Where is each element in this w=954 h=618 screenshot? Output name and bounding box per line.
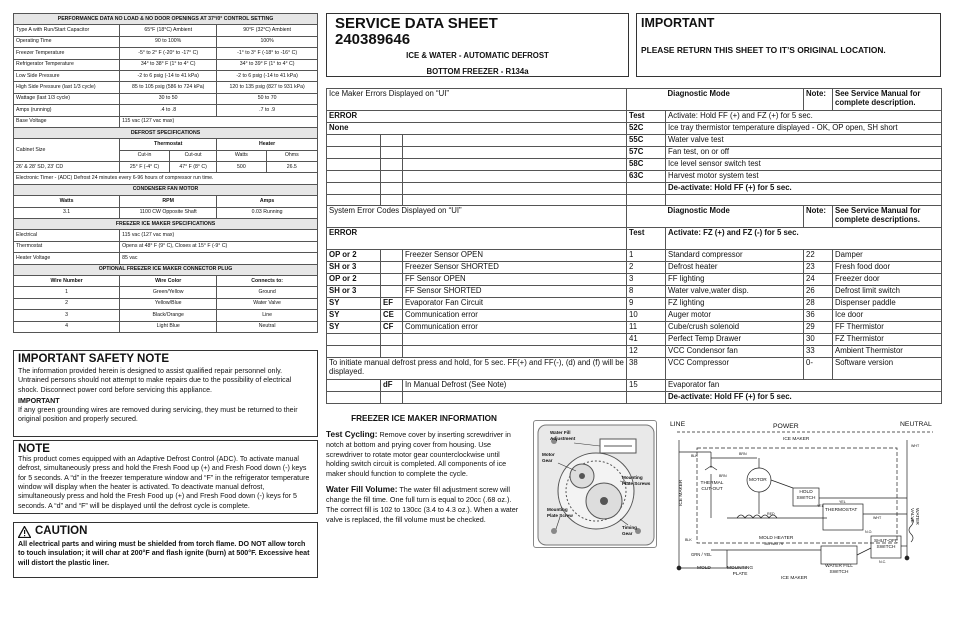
- defrost-cell: 26' & 28' SD, 23' CD: [14, 162, 120, 173]
- system-note-desc: Dispenser paddle: [833, 298, 942, 310]
- wiring-neutral: NEUTRAL: [900, 421, 932, 428]
- ice-activate: Activate: Hold FF (+) and FZ (+) for 5 sec.: [666, 111, 942, 123]
- note-box: [13, 440, 318, 514]
- plug-cell: 1: [14, 287, 120, 298]
- system-activate: Activate: FZ (+) and FZ (-) for 5 sec.: [666, 228, 942, 250]
- base-voltage-label: Base Voltage: [14, 116, 120, 127]
- system-test-desc: Auger motor: [666, 310, 804, 322]
- system-note-num: 0-: [804, 357, 833, 379]
- system-subcode: CF: [381, 322, 403, 334]
- system-desc: Communication error: [403, 310, 627, 322]
- plug-cell: 3: [14, 310, 120, 321]
- ice-test-row: [327, 158, 942, 170]
- safety-title: IMPORTANT SAFETY NOTE: [18, 353, 169, 365]
- ice-test-code: 57C: [627, 146, 666, 158]
- important-title: IMPORTANT: [641, 16, 715, 30]
- system-subcode: EF: [381, 298, 403, 310]
- system-row: [327, 298, 942, 310]
- ice-test-row: [327, 134, 942, 146]
- base-voltage-value: 115 vac (127 vac max): [120, 116, 318, 127]
- system-test-desc: VCC Compressor: [666, 357, 804, 379]
- system-note-num: 23: [804, 262, 833, 274]
- ice-test-desc: Ice level sensor switch test: [666, 158, 942, 170]
- system-subcode: CE: [381, 310, 403, 322]
- wiring-wire-label: YEL: [839, 500, 846, 504]
- system-row: [327, 286, 942, 298]
- performance-label: High Side Pressure (last 1/3 cycle): [14, 82, 120, 93]
- system-test-num: 15: [627, 379, 666, 391]
- important-box: [636, 13, 941, 77]
- ice-test-desc: Ice tray thermistor temperature displayed - OK, OP open, SH short: [666, 122, 942, 134]
- performance-value: -1° to 3° F (-18° to -16° C): [217, 48, 318, 59]
- system-code: OP or 2: [327, 274, 381, 286]
- test-cycling-text: Remove cover by inserting screwdriver in notch at bottom and prying cover from housing. Use screwdriver to rotate motor gear counterclockwise until holding switch circuit is completed. All components of ice maker should function to complete the cycle.: [326, 430, 511, 478]
- performance-value: 90 to 100%: [120, 36, 217, 47]
- ice-test-row: [327, 170, 942, 182]
- performance-row: [14, 36, 318, 47]
- system-note-num: 24: [804, 274, 833, 286]
- system-subcode: [381, 262, 403, 274]
- system-note-num: 28: [804, 298, 833, 310]
- system-deactivate: De-activate: Hold FF (+) for 5 sec.: [666, 391, 942, 403]
- wiring-ice-maker-bottom: ICE MAKER: [781, 576, 808, 581]
- thermostat-head: Thermostat: [120, 139, 217, 150]
- wiring-hold: HOLD SWITCH: [796, 490, 816, 501]
- system-note-desc: Fresh food door: [833, 262, 942, 274]
- caution-title: CAUTION: [35, 525, 88, 537]
- ice-maker-errors-table: [326, 88, 942, 404]
- plug-head: Wire Color: [120, 275, 217, 286]
- condenser-cell: 0.03 Running: [217, 207, 318, 218]
- system-row: [327, 310, 942, 322]
- wiring-mounting: MOUNTING PLATE: [726, 566, 754, 577]
- system-error-label: ERROR: [327, 228, 627, 250]
- performance-row: [14, 70, 318, 81]
- defrost-cell: 25° F (-4° C): [120, 162, 170, 173]
- ice-test-code: 58C: [627, 158, 666, 170]
- performance-row: [14, 82, 318, 93]
- note-text: This product comes equipped with an Adaptive Defrost Control (ADC). To activate manual defrost, simultaneously press and hold the Fresh Food up (+) and Fresh Food down (-) keys for 5 seconds. A “d” in the freezer temperature window and “F” in the refrigerator temperature window will display when the heater is activated. To deactivate manual defrost, simultaneously press and hold the Fresh Food up (+) and Fresh Food down (-) keys for 5 seconds. A “d” and “F” will be displayed until the defrost cycle is complete.: [18, 455, 310, 510]
- plug-row: [14, 321, 318, 332]
- system-note-num: 33: [804, 345, 833, 357]
- performance-value: 120 to 135 psig (827 to 931 kPa): [217, 82, 318, 93]
- wiring-power: POWER: [773, 423, 799, 430]
- water-fill-text: The water fill adjustment screw will change the fill time. One full turn is equal to 20cc (.68 oz.). The correct fill is 102 to 130cc (3.4 to 4.3 oz.). When a water valve is replaced, the fill volume must be checked.: [326, 485, 519, 524]
- system-note-num: 30: [804, 334, 833, 346]
- wiring-mold-heater-w: 165 WATTS: [764, 542, 784, 546]
- performance-label: Operating Time: [14, 36, 120, 47]
- performance-label: Type A with Run/Start Capacitor: [14, 25, 120, 36]
- wiring-motor: MOTOR: [749, 478, 767, 483]
- performance-row: [14, 25, 318, 36]
- system-test-desc: Cube/crush solenoid: [666, 322, 804, 334]
- performance-value: 34° to 38° F (1° to 4° C): [120, 59, 217, 70]
- defrost-cell: 500: [217, 162, 266, 173]
- ice-test-desc: Water valve test: [666, 134, 942, 146]
- manual-defrost-text: To initiate manual defrost press and hold, for 5 sec. FF(+) and FF(-), (d) and (f) will be displayed.: [327, 357, 627, 379]
- performance-label: Freezer Temperature: [14, 48, 120, 59]
- ice-spec-label: Electrical: [14, 230, 120, 241]
- system-test-desc: Defrost heater: [666, 262, 804, 274]
- system-test-num: 9: [627, 298, 666, 310]
- ice-spec-label: Thermostat: [14, 241, 120, 252]
- caution-text: All electrical parts and wiring must be shielded from torch flame. DO NOT allow torch to touch insulation; it will char at 200°F and flash ignite (burn) at 500°F. Excessive heat will distort the plastic liner.: [18, 540, 310, 567]
- system-subcode: [381, 345, 403, 357]
- df-code: dF: [381, 379, 403, 391]
- plug-head: Connects to:: [217, 275, 318, 286]
- ice-none-label: None: [327, 122, 627, 134]
- watts-head: Watts: [217, 150, 266, 161]
- ice-test-desc: Harvest motor system test: [666, 170, 942, 182]
- system-note-desc: Freezer door: [833, 274, 942, 286]
- ice-test-code: 63C: [627, 170, 666, 182]
- plug-cell: Black/Orange: [120, 310, 217, 321]
- performance-value: -5° to 2° F (-20° to -17° C): [120, 48, 217, 59]
- wiring-wire-label: RED: [767, 512, 775, 516]
- header-box: [326, 13, 629, 77]
- plug-cell: 4: [14, 321, 120, 332]
- system-code: SH or 3: [327, 262, 381, 274]
- system-note-desc: Ambient Thermistor: [833, 345, 942, 357]
- system-desc: Communication error: [403, 322, 627, 334]
- ice-test-code: 55C: [627, 134, 666, 146]
- system-test-num: 8: [627, 286, 666, 298]
- system-note-num: 22: [804, 250, 833, 262]
- wiring-water-fill: WATER FILL SWITCH: [825, 564, 853, 575]
- ice-spec-label: Heater Voltage: [14, 253, 120, 264]
- system-desc: FF Sensor SHORTED: [403, 286, 627, 298]
- plug-cell: Ground: [217, 287, 318, 298]
- system-test-desc: FF lighting: [666, 274, 804, 286]
- df-desc: In Manual Defrost (See Note): [403, 379, 627, 391]
- wiring-wire-label: YEL: [817, 504, 824, 508]
- ice-test-desc: Fan test, on or off: [666, 146, 942, 158]
- system-desc: Freezer Sensor OPEN: [403, 250, 627, 262]
- system-row: [327, 262, 942, 274]
- performance-value: .4 to .8: [120, 105, 217, 116]
- system-note-desc: Ice door: [833, 310, 942, 322]
- system-note-header: Note:: [804, 206, 833, 228]
- system-test-desc: FZ lighting: [666, 298, 804, 310]
- plug-cell: Line: [217, 310, 318, 321]
- gear-label-motor: Motor Gear: [542, 452, 555, 463]
- ice-deactivate: De-activate: Hold FF (+) for 5 sec.: [666, 182, 942, 194]
- system-test-num: 41: [627, 334, 666, 346]
- cut-out-head: Cut-out: [169, 150, 216, 161]
- performance-label: Low Side Pressure: [14, 70, 120, 81]
- system-subcode: [381, 286, 403, 298]
- system-test-desc: Evaporator fan: [666, 379, 942, 391]
- performance-label: Wattage (last 1/3 cycle): [14, 93, 120, 104]
- wiring-shutoff: SHUT-OFF SWITCH: [874, 539, 898, 550]
- plug-cell: Water Valve: [217, 298, 318, 309]
- ice-spec-value: Opens at 48° F (9° C), Closes at 15° F (-9° C): [120, 241, 318, 252]
- plug-row: [14, 287, 318, 298]
- system-subcode: [381, 250, 403, 262]
- ohms-head: Ohms: [266, 150, 317, 161]
- plug-cell: Green/Yellow: [120, 287, 217, 298]
- icemaker-info-title: FREEZER ICE MAKER INFORMATION: [351, 414, 497, 423]
- important-text: PLEASE RETURN THIS SHEET TO IT’S ORIGINAL LOCATION.: [641, 45, 886, 55]
- caution-box: [13, 522, 318, 578]
- system-test-desc: Water valve,water disp.: [666, 286, 804, 298]
- system-code: SY: [327, 310, 381, 322]
- plug-cell: Neutral: [217, 321, 318, 332]
- sheet-sub2: BOTTOM FREEZER - R134a: [426, 67, 529, 77]
- timer-text: Electronic Timer - (ADC) Defrost 24 minutes every 6-96 hours of compressor run time.: [14, 173, 318, 184]
- wiring-mold-heater: MOLD HEATER: [759, 536, 794, 541]
- wiring-wire-label: BLK: [691, 454, 698, 458]
- system-errors-header: System Error Codes Displayed on “UI”: [327, 206, 627, 228]
- condenser-cell: 1100 CW Opposite Shaft: [120, 207, 217, 218]
- system-desc: [403, 334, 627, 346]
- gear-label-mounting2: Mounting Plate Screw: [547, 507, 573, 518]
- system-code: SY: [327, 322, 381, 334]
- system-diag-header: Diagnostic Mode: [666, 206, 804, 228]
- wiring-thermostat: THERMOSTAT: [825, 508, 858, 513]
- system-note-num: 36: [804, 310, 833, 322]
- performance-value: 100%: [217, 36, 318, 47]
- system-note-desc: FF Thermistor: [833, 322, 942, 334]
- wiring-wire-label: WHT: [911, 444, 920, 448]
- system-test-desc: Standard compressor: [666, 250, 804, 262]
- performance-label: Amps (running): [14, 105, 120, 116]
- wiring-wire-label: N.O.: [865, 530, 873, 534]
- wiring-ice-maker-side: ICE MAKER: [679, 479, 684, 506]
- defrost-title: DEFROST SPECIFICATIONS: [14, 127, 318, 138]
- performance-label: Refrigerator Temperature: [14, 59, 120, 70]
- performance-row: [14, 59, 318, 70]
- defrost-cell: 26.5: [266, 162, 317, 173]
- system-note-num: 29: [804, 322, 833, 334]
- system-desc: [403, 345, 627, 357]
- system-row: [327, 322, 942, 334]
- system-subcode: [381, 334, 403, 346]
- plug-cell: Light Blue: [120, 321, 217, 332]
- performance-value: 50 to 70: [217, 93, 318, 104]
- wiring-line: LINE: [670, 421, 686, 428]
- performance-row: [14, 48, 318, 59]
- performance-value: 90°F (32°C) Ambient: [217, 25, 318, 36]
- wiring-diagram: [667, 418, 943, 586]
- ice-spec-value: 115 vac (127 vac max): [120, 230, 318, 241]
- system-see-manual: See Service Manual for complete descriptions.: [833, 206, 942, 228]
- condenser-cell: 3.1: [14, 207, 120, 218]
- cabinet-size-label: Cabinet Size: [14, 139, 120, 162]
- error-tables: [326, 88, 941, 404]
- ice-diag-header: Diagnostic Mode: [666, 89, 804, 111]
- system-desc: Evaporator Fan Circuit: [403, 298, 627, 310]
- condenser-title: CONDENSER FAN MOTOR: [14, 184, 318, 195]
- wiring-schematic: [667, 418, 943, 586]
- plug-cell: Yellow/Blue: [120, 298, 217, 309]
- icemaker-info: [326, 414, 522, 524]
- system-test-num: 12: [627, 345, 666, 357]
- wiring-wire-label: BLK: [685, 538, 692, 542]
- sheet-sub1: ICE & WATER - AUTOMATIC DEFROST: [406, 51, 549, 61]
- system-test-num: 11: [627, 322, 666, 334]
- wiring-wire-label: BRN: [739, 452, 747, 456]
- condenser-head: Watts: [14, 196, 120, 207]
- condenser-head: RPM: [120, 196, 217, 207]
- wiring-wire-label: N.C.: [879, 560, 887, 564]
- performance-value: 30 to 50: [120, 93, 217, 104]
- ice-error-label: ERROR: [327, 111, 627, 123]
- performance-row: [14, 105, 318, 116]
- system-note-desc: FZ Thermistor: [833, 334, 942, 346]
- system-row: [327, 345, 942, 357]
- warning-triangle-icon: [18, 525, 31, 537]
- system-code: SH or 3: [327, 286, 381, 298]
- sheet-number: 240389646: [335, 31, 411, 48]
- safety-text: The information provided herein is designed to assist qualified repair personnel only. Untrained persons should not attempt to make repairs due to the possibility of electrical shock. Disconnect power cord before servicing this appliance.: [18, 367, 292, 394]
- test-cycling-head: Test Cycling:: [326, 429, 378, 439]
- wiring-water-valve: WATER VALVE: [909, 508, 919, 525]
- system-test-desc: Perfect Temp Drawer: [666, 334, 804, 346]
- gear-diagram: [533, 420, 657, 548]
- system-row: [327, 334, 942, 346]
- cut-in-head: Cut-in: [120, 150, 170, 161]
- wiring-grn: GRN / YEL: [691, 552, 712, 557]
- wiring-wire-label: BRN: [719, 474, 727, 478]
- system-row: [327, 274, 942, 286]
- water-fill-head: Water Fill Volume:: [326, 484, 398, 495]
- system-test-num: 3: [627, 274, 666, 286]
- safety-sub-title: IMPORTANT: [18, 397, 60, 406]
- note-title: NOTE: [18, 443, 50, 455]
- system-code: OP or 2: [327, 250, 381, 262]
- safety-sub-text: If any green grounding wires are removed during servicing, they must be returned to their original position and properly secured.: [18, 406, 298, 424]
- ice-test-label: Test: [627, 111, 666, 123]
- wiring-mold: MOLD: [697, 566, 711, 571]
- performance-value: 65°F (18°C) Ambient: [120, 25, 217, 36]
- system-desc: FF Sensor OPEN: [403, 274, 627, 286]
- system-note-desc: Damper: [833, 250, 942, 262]
- system-test-num: 38: [627, 357, 666, 379]
- sheet-title: SERVICE DATA SHEET: [335, 15, 498, 32]
- ice-test-row: [327, 146, 942, 158]
- ice-see-manual: See Service Manual for complete description.: [833, 89, 942, 111]
- plug-cell: 2: [14, 298, 120, 309]
- ice-errors-header: Ice Maker Errors Displayed on “UI”: [327, 89, 627, 111]
- plug-head: Wire Number: [14, 275, 120, 286]
- safety-note-box: [13, 350, 318, 437]
- plug-row: [14, 298, 318, 309]
- ice-spec-value: 85 vac: [120, 253, 318, 264]
- system-code: [327, 345, 381, 357]
- system-note-num: 26: [804, 286, 833, 298]
- performance-value: 85 to 105 psig (586 to 724 kPa): [120, 82, 217, 93]
- ice-note-header: Note:: [804, 89, 833, 111]
- wiring-wire-label: WHT: [873, 516, 882, 520]
- gear-label-timing: Timing Gear: [622, 525, 637, 536]
- system-note-desc: Software version: [833, 357, 942, 379]
- performance-value: .7 to .9: [217, 105, 318, 116]
- ice-spec-title: FREEZER ICE MAKER SPECIFICATIONS: [14, 219, 318, 230]
- defrost-cell: 47° F (8° C): [169, 162, 216, 173]
- system-test-num: 1: [627, 250, 666, 262]
- heater-head: Heater: [217, 139, 318, 150]
- system-test-num: 2: [627, 262, 666, 274]
- system-code: SY: [327, 298, 381, 310]
- performance-value: 34° to 39° F (1° to 4° C): [217, 59, 318, 70]
- wiring-thermal: THERMAL CUT-OUT: [700, 481, 724, 492]
- plug-row: [14, 310, 318, 321]
- system-test-desc: VCC Condensor fan: [666, 345, 804, 357]
- performance-table-block: [13, 13, 318, 333]
- wiring-ice-maker: ICE MAKER: [783, 437, 810, 442]
- performance-value: -2 to 6 psig (-14 to 41 kPa): [217, 70, 318, 81]
- plug-title: OPTIONAL FREEZER ICE MAKER CONNECTOR PLUG: [14, 264, 318, 275]
- system-row: [327, 250, 942, 262]
- system-test-label: Test: [627, 228, 666, 250]
- system-subcode: [381, 274, 403, 286]
- performance-row: [14, 93, 318, 104]
- gear-label-fill: Water Fill Adjustment: [550, 430, 576, 441]
- system-test-num: 10: [627, 310, 666, 322]
- condenser-head: Amps: [217, 196, 318, 207]
- performance-value: -2 to 6 psig (-14 to 41 kPa): [120, 70, 217, 81]
- system-note-desc: Defrost limit switch: [833, 286, 942, 298]
- system-code: [327, 334, 381, 346]
- ice-test-code: 52C: [627, 122, 666, 134]
- performance-table: [13, 13, 318, 333]
- gear-label-mounting: Mounting Plate Screws: [622, 475, 651, 486]
- performance-title: PERFORMANCE DATA NO LOAD & NO DOOR OPENINGS AT 37°/0° CONTROL SETTING: [14, 14, 318, 25]
- system-desc: Freezer Sensor SHORTED: [403, 262, 627, 274]
